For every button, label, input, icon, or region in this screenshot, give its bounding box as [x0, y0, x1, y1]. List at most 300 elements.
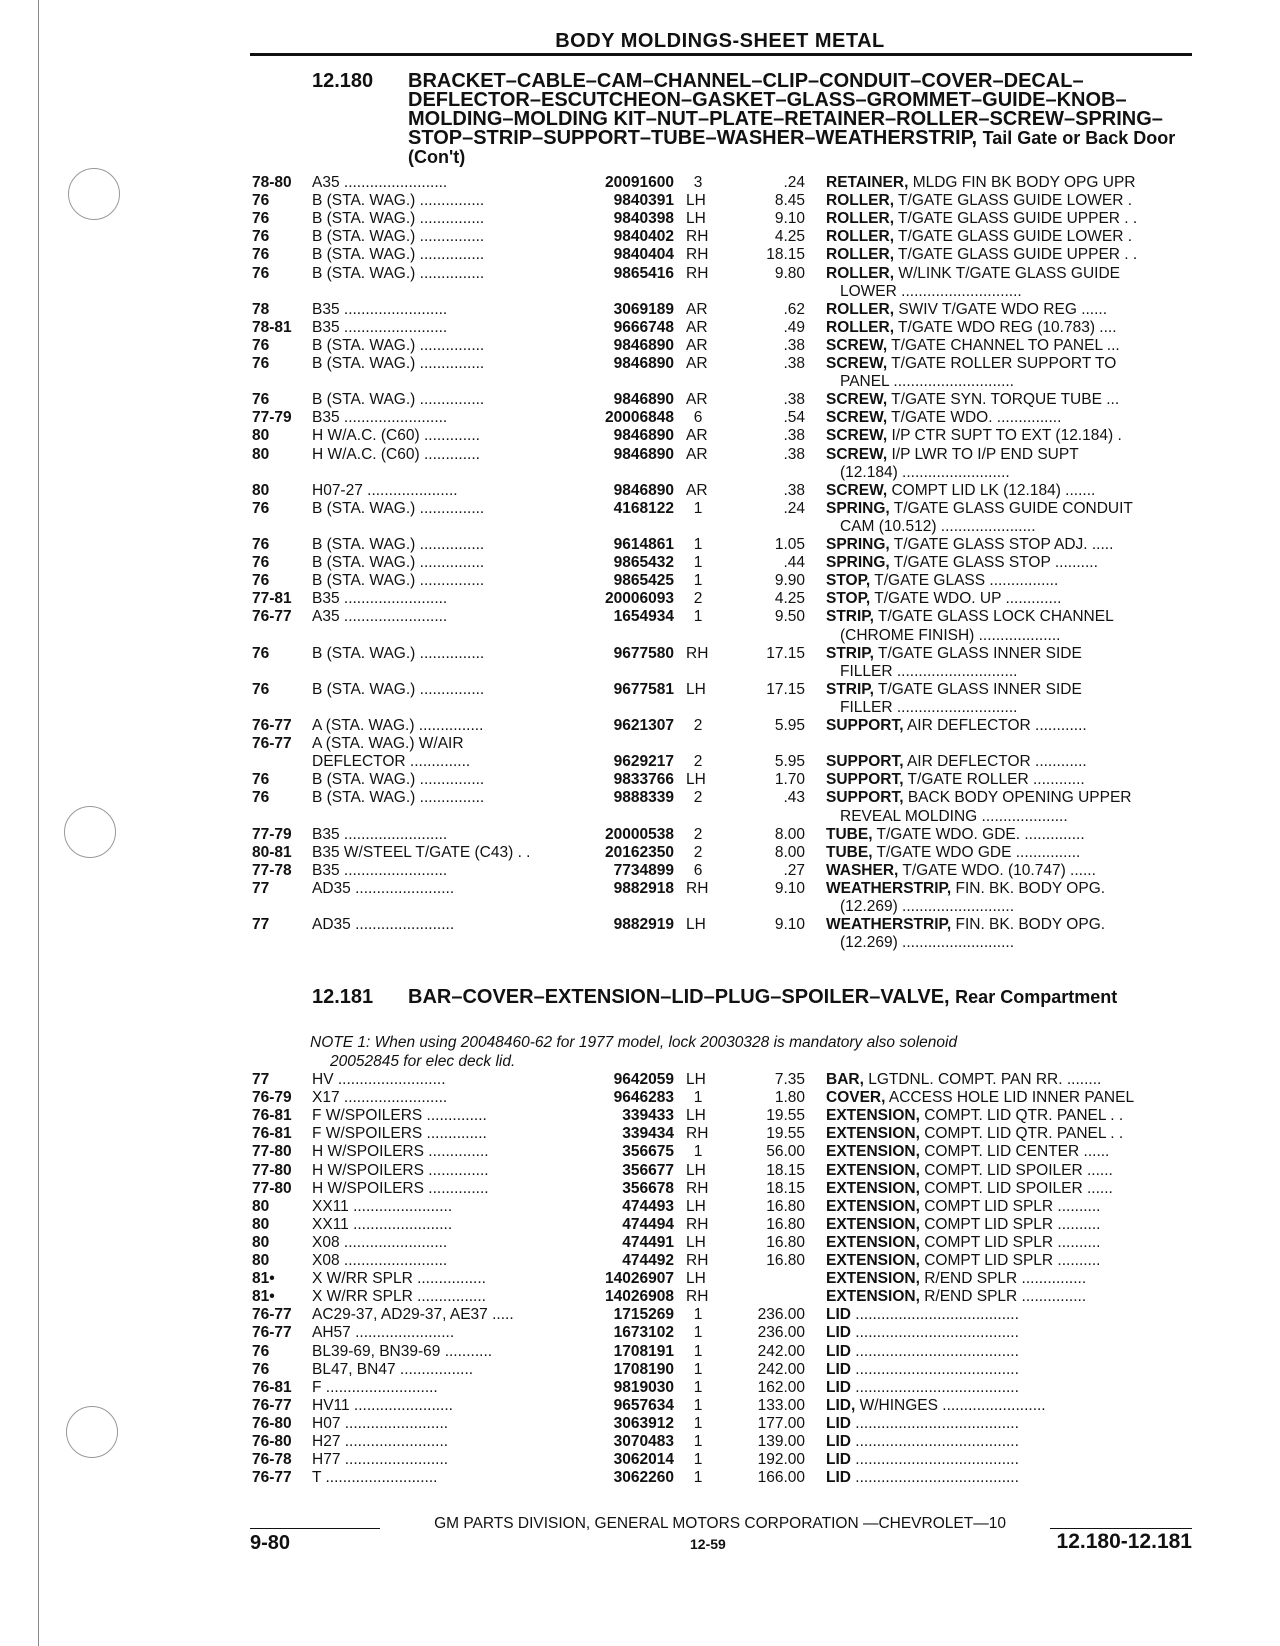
description-cell [826, 319, 1192, 337]
item-detail: ...................................... [850, 1306, 1019, 1324]
model-cell: B (STA. WAG.) ............... [312, 391, 485, 409]
year-cell: 76 [252, 789, 270, 807]
quantity-cell: LH [686, 1197, 706, 1215]
price-cell: .43 [783, 789, 805, 807]
model-cell: B35 ........................ [312, 861, 448, 879]
price-cell: 7.35 [774, 1071, 805, 1088]
part-number-cell: 474493 [622, 1197, 674, 1215]
model-cell: A (STA. WAG.) W/AIR [312, 735, 464, 753]
description-cell [826, 572, 1192, 590]
item-detail: T/GATE CHANNEL TO PANEL ... [887, 336, 1120, 354]
description-cell [826, 1107, 1192, 1125]
quantity-cell: RH [686, 1252, 709, 1269]
part-number-cell: 9840402 [613, 228, 674, 246]
footer-section-range: 12.180-12.181 [1056, 1530, 1192, 1553]
quantity-cell: 6 [693, 409, 703, 427]
year-cell: 76-78 [252, 1451, 292, 1469]
item-detail: T/GATE GLASS GUIDE UPPER . . [894, 246, 1138, 264]
binder-hole [64, 806, 116, 858]
year-cell: 76 [252, 680, 270, 698]
price-cell: 18.15 [766, 246, 805, 264]
part-number-cell: 474491 [622, 1233, 674, 1251]
model-cell: DEFLECTOR .............. [312, 753, 471, 771]
year-cell: 76-77 [252, 1324, 292, 1342]
description-cell [826, 1180, 1192, 1198]
item-detail: COMPT LID SPLR .......... [919, 1197, 1101, 1215]
item-detail: T/GATE GLASS STOP ADJ. ..... [889, 536, 1114, 553]
part-number-cell: 474494 [622, 1215, 674, 1233]
year-cell: 76 [252, 572, 270, 590]
item-name: EXTENSION, [826, 1233, 920, 1251]
item-detail: COMPT LID SPLR .......... [919, 1233, 1101, 1251]
item-detail: MLDG FIN BK BODY OPG UPR [908, 174, 1136, 191]
model-cell: H07 ........................ [312, 1414, 449, 1432]
quantity-cell: 2 [693, 590, 703, 608]
price-cell: .27 [783, 861, 805, 879]
year-cell: 76-80 [252, 1414, 292, 1432]
price-cell: 1.80 [774, 1089, 805, 1107]
price-cell: 139.00 [757, 1433, 805, 1450]
model-cell: B (STA. WAG.) ............... [312, 336, 485, 354]
item-name: SCREW, [826, 355, 888, 372]
item-name: EXTENSION, [826, 1125, 920, 1143]
model-cell: B35 ........................ [312, 590, 448, 608]
quantity-cell: AR [686, 391, 708, 409]
part-number-cell: 9840404 [613, 246, 674, 264]
part-number-cell: 339434 [622, 1125, 674, 1143]
year-cell: 80-81 [252, 843, 292, 861]
item-name: STOP, [826, 590, 871, 608]
item-detail: T/GATE GLASS STOP .......... [889, 554, 1098, 572]
description-cell [826, 771, 1192, 789]
price-cell: 18.15 [766, 1161, 805, 1179]
year-cell: 76-77 [252, 1306, 292, 1324]
description-continuation: REVEAL MOLDING .................... [840, 807, 1068, 825]
quantity-cell: 2 [693, 717, 703, 734]
item-detail: R/END SPLR ............... [919, 1288, 1087, 1306]
quantity-cell: RH [686, 879, 709, 897]
quantity-cell: AR [686, 481, 708, 499]
quantity-cell: 2 [693, 843, 703, 861]
item-name: SCREW, [826, 409, 888, 427]
item-detail: T/GATE GLASS GUIDE LOWER . [894, 192, 1133, 210]
price-cell: .38 [783, 336, 805, 354]
item-name: BAR, [826, 1071, 864, 1088]
quantity-cell: RH [686, 1179, 709, 1197]
part-number-cell: 9846890 [613, 481, 674, 499]
item-detail: COMPT. LID SPOILER ...... [919, 1179, 1113, 1197]
description-cell [826, 1379, 1192, 1397]
part-number-cell: 9840398 [613, 210, 674, 228]
year-cell: 80 [252, 1197, 270, 1215]
quantity-cell: 1 [693, 554, 703, 572]
description-cell [826, 246, 1192, 264]
part-number-cell: 20006093 [605, 590, 674, 608]
quantity-cell: LH [686, 1107, 706, 1125]
item-detail: FIN. BK. BODY OPG. [951, 879, 1106, 897]
year-cell: 76-77 [252, 608, 292, 626]
description-cell [826, 301, 1192, 319]
description-cell [826, 1198, 1192, 1216]
model-cell: B (STA. WAG.) ............... [312, 355, 485, 372]
description-cell [826, 916, 1192, 934]
year-cell: 76 [252, 391, 270, 409]
item-detail: SWIV T/GATE WDO REG ...... [894, 300, 1108, 318]
description-cell [826, 409, 1192, 427]
quantity-cell: 6 [693, 861, 703, 879]
item-name: COVER, [826, 1089, 886, 1107]
part-number-cell: 9865432 [613, 554, 674, 572]
description-cell [826, 844, 1192, 862]
model-cell: X08 ........................ [312, 1252, 448, 1269]
item-detail: T/GATE GLASS ................ [870, 572, 1059, 590]
year-cell: 77 [252, 916, 270, 934]
part-number-cell: 9865416 [613, 264, 674, 282]
description-cell [826, 1071, 1192, 1089]
item-name: WEATHERSTRIP, [826, 916, 952, 934]
price-cell: 16.80 [766, 1252, 805, 1269]
model-cell: B (STA. WAG.) ............... [312, 192, 485, 210]
item-name: SUPPORT, [826, 717, 904, 734]
description-cell [826, 554, 1192, 572]
description-cell [826, 717, 1192, 735]
year-cell: 76-77 [252, 1396, 292, 1414]
item-detail: I/P LWR TO I/P END SUPT [887, 445, 1079, 463]
model-cell: B (STA. WAG.) ............... [312, 536, 485, 553]
item-name: LID [826, 1433, 851, 1450]
part-number-cell: 3070483 [613, 1433, 674, 1450]
description-cell [826, 1234, 1192, 1252]
part-number-cell: 9882919 [613, 916, 674, 934]
description-continuation: FILLER ............................ [840, 662, 1018, 680]
quantity-cell: AR [686, 427, 708, 445]
item-name: SPRING, [826, 536, 890, 553]
part-number-cell: 9846890 [613, 355, 674, 372]
price-cell: 242.00 [757, 1342, 805, 1360]
item-detail: I/P CTR SUPT TO EXT (12.184) . [887, 427, 1122, 445]
footer-rule [250, 1528, 380, 1529]
footer-date: 9-80 [250, 1532, 291, 1554]
model-cell: H W/A.C. (C60) ............. [312, 427, 480, 445]
item-name: EXTENSION, [826, 1107, 920, 1125]
part-number-cell: 9865425 [613, 572, 674, 590]
item-name: LID [826, 1414, 851, 1432]
model-cell: B (STA. WAG.) ............... [312, 210, 485, 228]
item-name: LID [826, 1451, 851, 1469]
model-cell: A35 ........................ [312, 174, 448, 191]
year-cell: 76-81 [252, 1125, 292, 1143]
year-cell: 76 [252, 554, 270, 572]
description-continuation: (12.269) .......................... [840, 934, 1015, 952]
quantity-cell: 1 [693, 1360, 703, 1378]
description-cell [826, 826, 1192, 844]
quantity-cell: 1 [693, 1342, 703, 1360]
year-cell: 76 [252, 1360, 270, 1378]
quantity-cell: 3 [693, 174, 703, 191]
item-name: WEATHERSTRIP, [826, 879, 952, 897]
item-detail: COMPT. LID QTR. PANEL . . [919, 1107, 1124, 1125]
price-cell: 9.50 [774, 608, 805, 626]
part-number-cell: 9646283 [613, 1089, 674, 1107]
item-name: STRIP, [826, 608, 874, 626]
price-cell: 19.55 [766, 1125, 805, 1143]
item-detail: T/GATE WDO REG (10.783) .... [894, 318, 1117, 336]
part-number-cell: 356675 [622, 1143, 674, 1161]
year-cell: 76 [252, 228, 270, 246]
price-cell: .38 [783, 445, 805, 463]
model-cell: H W/SPOILERS .............. [312, 1143, 489, 1161]
item-detail: ...................................... [850, 1433, 1019, 1450]
quantity-cell: RH [686, 1215, 709, 1233]
item-name: ROLLER, [826, 318, 895, 336]
description-cell [826, 1270, 1192, 1288]
item-detail: COMPT. LID CENTER ...... [919, 1143, 1110, 1161]
description-continuation: PANEL ............................ [840, 373, 1014, 391]
year-cell: 76 [252, 336, 270, 354]
price-cell: 8.00 [774, 825, 805, 843]
model-cell: H W/SPOILERS .............. [312, 1179, 489, 1197]
model-cell: B (STA. WAG.) ............... [312, 499, 485, 517]
year-cell: 78-81 [252, 318, 292, 336]
item-detail: ...................................... [850, 1378, 1019, 1396]
price-cell: 17.15 [766, 680, 805, 698]
year-cell: 76-80 [252, 1433, 292, 1450]
item-name: LID [826, 1306, 851, 1324]
quantity-cell: 2 [693, 825, 703, 843]
part-number-cell: 20006848 [605, 409, 674, 427]
item-detail: ...................................... [850, 1324, 1019, 1342]
section-title: BAR–COVER–EXTENSION–LID–PLUG–SPOILER–VALVE, Rear Compartment [408, 986, 1118, 1008]
description-cell [826, 1306, 1192, 1324]
item-name: EXTENSION, [826, 1215, 920, 1233]
description-cell [826, 500, 1192, 518]
item-detail: T/GATE GLASS GUIDE LOWER . [894, 228, 1133, 246]
price-cell: 9.10 [774, 210, 805, 228]
description-cell [826, 608, 1192, 626]
part-number-cell: 9621307 [613, 717, 674, 734]
part-number-cell: 9614861 [613, 536, 674, 553]
price-cell: 4.25 [774, 590, 805, 608]
description-cell [826, 174, 1192, 192]
quantity-cell: LH [686, 1071, 706, 1088]
price-cell: .38 [783, 481, 805, 499]
quantity-cell: LH [686, 210, 706, 228]
binder-hole [66, 1406, 118, 1458]
year-cell: 81• [252, 1270, 275, 1288]
model-cell: B (STA. WAG.) ............... [312, 246, 485, 264]
model-cell: AD35 ....................... [312, 879, 455, 897]
quantity-cell: AR [686, 336, 708, 354]
model-cell: XX11 ....................... [312, 1197, 453, 1215]
part-number-cell: 20162350 [605, 843, 674, 861]
description-continuation: (CHROME FINISH) ................... [840, 626, 1061, 644]
item-name: ROLLER, [826, 246, 895, 264]
model-cell: X17 ........................ [312, 1089, 448, 1107]
item-detail: T/GATE GLASS GUIDE UPPER . . [894, 210, 1138, 228]
item-detail: W/LINK T/GATE GLASS GUIDE [894, 264, 1120, 282]
price-cell: 1.70 [774, 771, 805, 789]
description-cell [826, 1343, 1192, 1361]
part-number-cell: 1708190 [613, 1360, 674, 1378]
item-name: EXTENSION, [826, 1197, 920, 1215]
price-cell: 18.15 [766, 1179, 805, 1197]
item-name: LID, [826, 1396, 856, 1414]
model-cell: X W/RR SPLR ................ [312, 1270, 486, 1288]
year-cell: 76 [252, 536, 270, 553]
quantity-cell: 1 [693, 1414, 703, 1432]
quantity-cell: RH [686, 644, 709, 662]
item-name: LID [826, 1324, 851, 1342]
price-cell: .49 [783, 318, 805, 336]
model-cell: B (STA. WAG.) ............... [312, 228, 485, 246]
title-rule [250, 53, 1192, 56]
description-cell [826, 789, 1192, 807]
price-cell: 166.00 [757, 1469, 805, 1487]
item-detail: T/GATE SYN. TORQUE TUBE ... [887, 391, 1120, 409]
description-cell [826, 1324, 1192, 1342]
description-cell [826, 1397, 1192, 1415]
model-cell: A35 ........................ [312, 608, 448, 626]
part-number-cell: 9642059 [613, 1071, 674, 1088]
item-detail: ...................................... [850, 1360, 1019, 1378]
part-number-cell: 4168122 [613, 499, 674, 517]
part-number-cell: 14026908 [605, 1288, 674, 1306]
price-cell: .38 [783, 355, 805, 372]
model-cell: H07-27 ..................... [312, 481, 458, 499]
quantity-cell: RH [686, 264, 709, 282]
item-name: EXTENSION, [826, 1252, 920, 1269]
price-cell: 9.80 [774, 264, 805, 282]
item-name: RETAINER, [826, 174, 909, 191]
item-detail: ...................................... [850, 1342, 1019, 1360]
quantity-cell: RH [686, 228, 709, 246]
year-cell: 76-77 [252, 735, 292, 753]
description-cell [826, 1288, 1192, 1306]
quantity-cell: RH [686, 1288, 709, 1306]
description-continuation: LOWER ............................ [840, 282, 1022, 300]
price-cell: 242.00 [757, 1360, 805, 1378]
item-name: WASHER, [826, 861, 899, 879]
quantity-cell: RH [686, 246, 709, 264]
model-cell: AD35 ....................... [312, 916, 455, 934]
price-cell: .62 [783, 300, 805, 318]
price-cell: 5.95 [774, 753, 805, 771]
price-cell: 5.95 [774, 717, 805, 734]
description-cell [826, 1469, 1192, 1487]
quantity-cell: 1 [693, 1396, 703, 1414]
description-cell [826, 1125, 1192, 1143]
item-name: LID [826, 1342, 851, 1360]
part-number-cell: 3062260 [613, 1469, 674, 1487]
item-detail: R/END SPLR ............... [919, 1270, 1087, 1288]
model-cell: B35 W/STEEL T/GATE (C43) . . [312, 843, 531, 861]
part-number-cell: 9657634 [613, 1396, 674, 1414]
year-cell: 76 [252, 355, 270, 372]
part-number-cell: 9677581 [613, 680, 674, 698]
item-detail: W/HINGES ........................ [855, 1396, 1046, 1414]
footer-publisher: GM PARTS DIVISION, GENERAL MOTORS CORPORATION —CHEVROLET—10 [434, 1515, 1006, 1532]
item-detail: T/GATE GLASS GUIDE CONDUIT [889, 499, 1133, 517]
item-name: SCREW, [826, 445, 888, 463]
item-name: SUPPORT, [826, 789, 904, 807]
item-name: EXTENSION, [826, 1270, 920, 1288]
quantity-cell: 1 [693, 1324, 703, 1342]
item-name: SPRING, [826, 554, 890, 572]
year-cell: 76 [252, 1342, 270, 1360]
description-cell [826, 210, 1192, 228]
model-cell: X08 ........................ [312, 1233, 448, 1251]
item-detail: ...................................... [850, 1451, 1019, 1469]
quantity-cell: 1 [693, 1306, 703, 1324]
quantity-cell: LH [686, 192, 706, 210]
part-number-cell: 9677580 [613, 644, 674, 662]
price-cell: 4.25 [774, 228, 805, 246]
description-continuation: (12.269) .......................... [840, 898, 1015, 915]
model-cell: B35 ........................ [312, 318, 448, 336]
part-number-cell: 9846890 [613, 391, 674, 409]
part-number-cell: 1715269 [613, 1306, 674, 1324]
model-cell: X W/RR SPLR ................ [312, 1288, 486, 1306]
model-cell: A (STA. WAG.) ............... [312, 717, 484, 734]
part-number-cell: 9819030 [613, 1378, 674, 1396]
part-number-cell: 9888339 [613, 789, 674, 807]
part-number-cell: 1654934 [613, 608, 674, 626]
price-cell: 8.00 [774, 843, 805, 861]
description-cell [826, 645, 1192, 663]
price-cell: 1.05 [774, 536, 805, 553]
quantity-cell: LH [686, 1233, 706, 1251]
year-cell: 77-80 [252, 1179, 292, 1197]
quantity-cell: AR [686, 300, 708, 318]
quantity-cell: 1 [693, 536, 703, 553]
item-detail: LGTDNL. COMPT. PAN RR. ........ [863, 1071, 1102, 1088]
description-cell [826, 1451, 1192, 1469]
description-cell [826, 1216, 1192, 1234]
price-cell: .44 [783, 554, 805, 572]
quantity-cell: AR [686, 355, 708, 372]
page-margin-line [38, 0, 39, 1646]
year-cell: 77-79 [252, 409, 292, 427]
item-name: ROLLER, [826, 192, 895, 210]
item-detail: FIN. BK. BODY OPG. [951, 916, 1106, 934]
price-cell: .54 [783, 409, 805, 427]
description-cell [826, 753, 1192, 771]
model-cell: B35 ........................ [312, 300, 448, 318]
year-cell: 76-79 [252, 1089, 292, 1107]
description-cell [826, 1143, 1192, 1161]
item-detail: T/GATE WDO GDE ............... [872, 843, 1081, 861]
part-number-cell: 9666748 [613, 318, 674, 336]
year-cell: 78 [252, 300, 270, 318]
model-cell: B (STA. WAG.) ............... [312, 554, 485, 572]
description-continuation: CAM (10.512) ...................... [840, 517, 1036, 535]
binder-hole [68, 168, 120, 220]
year-cell: 76 [252, 644, 270, 662]
item-name: EXTENSION, [826, 1179, 920, 1197]
item-name: SUPPORT, [826, 753, 904, 771]
model-cell: B35 ........................ [312, 825, 448, 843]
description-cell [826, 880, 1192, 898]
description-cell [826, 337, 1192, 355]
model-cell: B (STA. WAG.) ............... [312, 644, 485, 662]
model-cell: BL39-69, BN39-69 ........... [312, 1342, 493, 1360]
price-cell: 56.00 [766, 1143, 805, 1161]
year-cell: 76 [252, 192, 270, 210]
quantity-cell: 1 [693, 1433, 703, 1450]
price-cell: 16.80 [766, 1197, 805, 1215]
item-detail: COMPT. LID QTR. PANEL . . [919, 1125, 1124, 1143]
description-cell [826, 1361, 1192, 1379]
